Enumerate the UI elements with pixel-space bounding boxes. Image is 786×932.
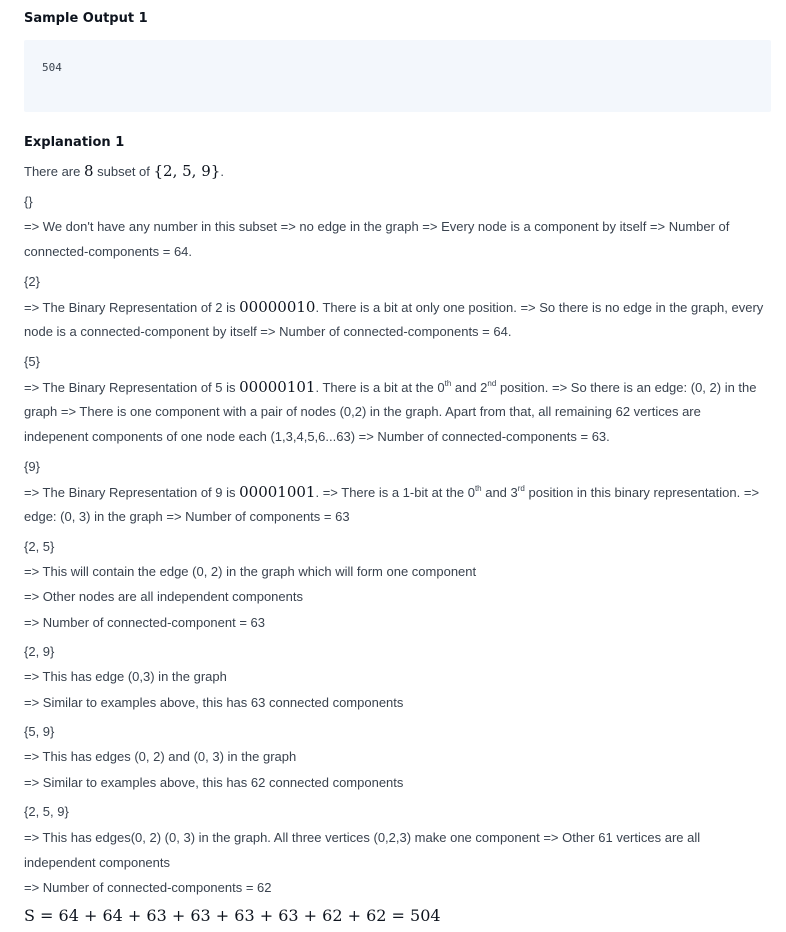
subset-2-5-9-line-2: independent components — [24, 855, 171, 870]
sum-formula: S = 64 + 64 + 63 + 63 + 63 + 63 + 62 + 62 = 504 — [24, 906, 441, 925]
subset-2-5-line-3: => Number of connected-component = 63 — [24, 615, 266, 630]
explanation-heading: Explanation 1 — [24, 135, 125, 150]
subset-5-9-line-2: => Similar to examples above, this has 62 connected components — [24, 775, 404, 790]
intro-line: There are 8 subset of {2, 5, 9}. — [24, 162, 224, 180]
subset-2-9-line-1: => This has edge (0,3) in the graph — [24, 669, 227, 684]
subset-label-5: {5} — [24, 354, 40, 369]
subset-2-line-2: node is a connected-component by itself => Number of connected-components = 64. — [24, 324, 512, 339]
subset-5-9-line-1: => This has edges (0, 2) and (0, 3) in the graph — [24, 749, 297, 764]
subset-label-9: {9} — [24, 459, 40, 474]
sample-output-heading: Sample Output 1 — [24, 11, 148, 26]
sample-output-value: 504 — [42, 61, 62, 74]
subset-empty-line-1: => We don't have any number in this subset => no edge in the graph => Every node is a component by itself => Number of — [24, 219, 730, 234]
subset-9-line-2: edge: (0, 3) in the graph => Number of components = 63 — [24, 509, 350, 524]
subset-5-line-1: => The Binary Representation of 5 is 00000101. There is a bit at the 0th and 2nd position. => So there is an edge: (0, 2) in the — [24, 378, 757, 396]
subset-2-5-9-line-3: => Number of connected-components = 62 — [24, 880, 272, 895]
subset-count: 8 — [83, 162, 94, 180]
subset-5-line-2: graph => There is one component with a pair of nodes (0,2) in the graph. Apart from that, all remaining 62 vertices are — [24, 404, 701, 419]
sample-output-box — [24, 40, 771, 112]
subset-2-5-9-line-1: => This has edges(0, 2) (0, 3) in the graph. All three vertices (0,2,3) make one component => Other 61 vertices are all — [24, 830, 701, 845]
subset-label-2: {2} — [24, 274, 40, 289]
subset-2-line-1: => The Binary Representation of 2 is 00000010. There is a bit at only one position. => So there is no edge in the graph, every — [24, 298, 764, 316]
binary-2: 00000010 — [239, 298, 316, 316]
subset-label-5-9: {5, 9} — [24, 724, 55, 739]
subset-label-2-5-9: {2, 5, 9} — [24, 804, 69, 819]
subset-9-line-1: => The Binary Representation of 9 is 00001001. => There is a 1-bit at the 0th and 3rd position in this binary representation. => — [24, 483, 760, 501]
subset-2-9-line-2: => Similar to examples above, this has 63 connected components — [24, 695, 404, 710]
binary-9: 00001001 — [239, 483, 316, 501]
subset-5-line-3: indepenent components of one node each (1,3,4,5,6...63) => Number of connected-components = 63. — [24, 429, 610, 444]
subset-2-5-line-2: => Other nodes are all independent components — [24, 589, 303, 604]
subset-label-2-5: {2, 5} — [24, 539, 55, 554]
set-notation: {2, 5, 9} — [153, 162, 221, 180]
subset-label-empty: {} — [24, 194, 33, 209]
subset-empty-line-2: connected-components = 64. — [24, 244, 193, 259]
subset-2-5-line-1: => This will contain the edge (0, 2) in the graph which will form one component — [24, 564, 477, 579]
subset-label-2-9: {2, 9} — [24, 644, 55, 659]
binary-5: 00000101 — [239, 378, 316, 396]
